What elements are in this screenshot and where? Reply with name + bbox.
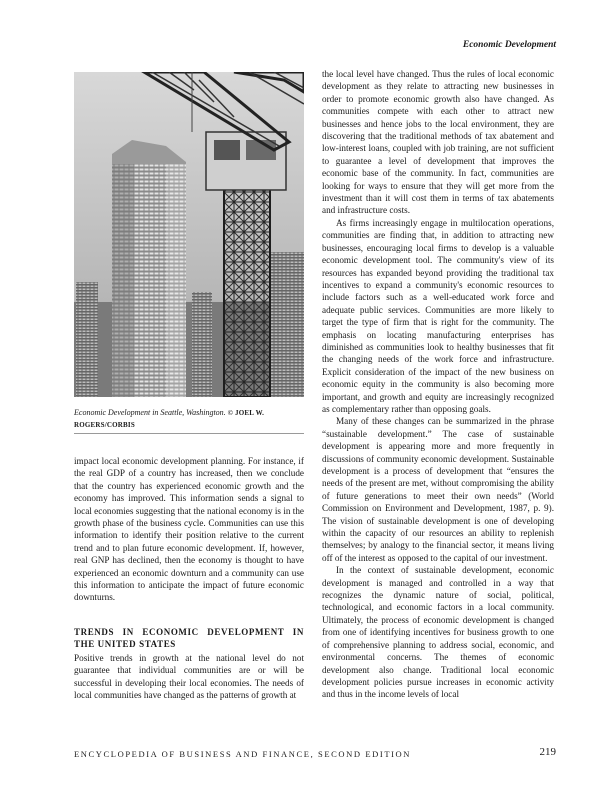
caption-text: Economic Development in Seattle, Washington.	[74, 408, 226, 417]
right-paragraph-3: Many of these changes can be summarized in the phrase “sustainable development.” The case of sustainable development is appearing more and more frequently in discussions of community economic development. Sustainable development is a process of development that “ensures the needs of the present are met, without compromising the ability of future generations to meet their own needs” (World Commission on Environment and Development, 1987, p. 9). The vision of sustainable development is one of developing within the capacity of our resources an ability to replenish themselves; by analogy to the financial sector, it means living off of the interest as opposed to the capital of our investment.	[322, 416, 554, 563]
right-paragraph-1: the local level have changed. Thus the rules of local economic development as they relate to attracting new businesses in order to promote economic growth also have changed. As communities compete with each other to attract new businesses and hence jobs to the local environment, they are discovering that the traditional methods of tax abatement and low-interest loans, coupled with job training, are not sufficient to guarantee a level of development that improves the economic base of the community. In fact, communities are looking for ways to ensure that they will get more from the investment than it will cost them in terms of tax abatements and infrastructure costs.	[322, 69, 554, 216]
skyline-photo	[74, 72, 304, 397]
running-head: Economic Development	[462, 40, 556, 50]
page-number: 219	[539, 746, 556, 758]
left-column	[74, 455, 304, 702]
photo-credit: © JOEL W. ROGERS/CORBIS	[74, 409, 265, 429]
right-paragraph-2: As firms increasingly engage in multilocation operations, communities are finding that, in addition to attracting new businesses, encouraging local firms to develop is a valuable economic development tool. The community's view of its resources has expanded beyond providing the traditional tax incentives to expand a community's economic resources to include factors such as a well-educated work force and adequate public services. Communities are more likely to target the type of firm that is right for the community. The emphasis on locating manufacturing enterprises has diminished as communities look to healthy businesses that fit the changing needs of the work force and infrastructure. Explicit consideration of the impact of the new business on economic equity in the community is also becoming more important, and growth and equity are increasingly recognized as complementary rather than opposing goals.	[322, 217, 554, 414]
right-paragraph-4: In the context of sustainable development, economic development is managed and controlled in a way that recognizes the dynamic nature of social, political, technological, and economic factors in a local community. Ultimately, the process of economic development is changed from one of identifying incentives for business growth to one of comprehensive planning to address social, economic, and environmental concerns. The themes of economic development also change. Traditional local economic development policies pursue increases in economic activity and thus in the income levels of local	[322, 565, 554, 700]
left-paragraph-2: Positive trends in growth at the national level do not guarantee that individual communities are or will be successful in developing their local economies. The needs of local communities have changed as the patterns of growth at	[74, 652, 304, 701]
right-column	[322, 68, 554, 701]
figure-caption	[74, 407, 304, 431]
section-heading: TRENDS IN ECONOMIC DEVELOPMENT IN THE UNITED STATES	[74, 626, 304, 649]
left-paragraph-1: impact local economic development planning. For instance, if the real GDP of a country has increased, then we conclude that the country has experienced economic growth and the economy has improved. This information sends a signal to local economies suggesting that the national economy is in the growth phase of the business cycle. Communities can use this information to identify their position relative to the current trend and to plan future economic development. If, however, real GNP has declined, then the economy is thought to have experienced an economic downturn and a community can use this information to anticipate the impact of future economic downturns.	[74, 456, 304, 603]
caption-divider	[74, 433, 304, 434]
footer-book-title: ENCYCLOPEDIA OF BUSINESS AND FINANCE, SECOND EDITION	[74, 749, 412, 759]
